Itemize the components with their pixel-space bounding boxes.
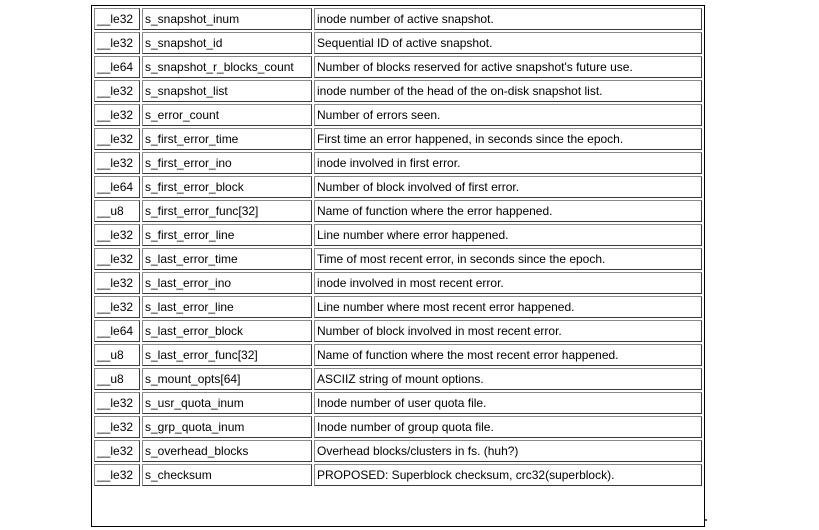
field-description-cell: Number of blocks reserved for active snapshot's future use. [314, 56, 702, 78]
field-description-cell: Sequential ID of active snapshot. [314, 32, 702, 54]
field-description-cell: Number of block involved in most recent error. [314, 320, 702, 342]
field-name-cell: s_last_error_time [142, 248, 312, 270]
field-name-cell: s_snapshot_inum [142, 8, 312, 30]
field-type-cell: __le64 [94, 56, 140, 78]
field-description-cell: First time an error happened, in seconds since the epoch. [314, 128, 702, 150]
field-description-cell: Inode number of group quota file. [314, 416, 702, 438]
table-row [94, 32, 702, 54]
field-type-cell: __le32 [94, 296, 140, 318]
field-description-cell: Line number where error happened. [314, 224, 702, 246]
field-description-cell: Inode number of user quota file. [314, 392, 702, 414]
superblock-field-table [92, 6, 704, 488]
field-name-cell: s_last_error_line [142, 296, 312, 318]
field-type-cell: __u8 [94, 200, 140, 222]
field-name-cell: s_last_error_func[32] [142, 344, 312, 366]
table-row [94, 320, 702, 342]
table-row [94, 200, 702, 222]
field-description-cell: PROPOSED: Superblock checksum, crc32(superblock). [314, 464, 702, 486]
field-name-cell: s_first_error_ino [142, 152, 312, 174]
field-name-cell: s_error_count [142, 104, 312, 126]
field-type-cell: __le32 [94, 104, 140, 126]
field-description-cell: inode involved in most recent error. [314, 272, 702, 294]
field-description-cell: Number of errors seen. [314, 104, 702, 126]
table-row [94, 128, 702, 150]
field-type-cell: __le32 [94, 272, 140, 294]
field-type-cell: __u8 [94, 368, 140, 390]
field-description-cell: ASCIIZ string of mount options. [314, 368, 702, 390]
field-name-cell: s_first_error_block [142, 176, 312, 198]
field-name-cell: s_mount_opts[64] [142, 368, 312, 390]
field-name-cell: s_first_error_line [142, 224, 312, 246]
field-type-cell: __le32 [94, 152, 140, 174]
field-name-cell: s_checksum [142, 464, 312, 486]
table-row [94, 416, 702, 438]
table-row [94, 152, 702, 174]
field-description-cell: Name of function where the most recent error happened. [314, 344, 702, 366]
field-type-cell: __le64 [94, 320, 140, 342]
field-type-cell: __le32 [94, 464, 140, 486]
table-row [94, 80, 702, 102]
field-name-cell: s_first_error_time [142, 128, 312, 150]
table-row [94, 296, 702, 318]
table-row [94, 392, 702, 414]
field-description-cell: Time of most recent error, in seconds since the epoch. [314, 248, 702, 270]
field-type-cell: __le32 [94, 440, 140, 462]
field-name-cell: s_last_error_block [142, 320, 312, 342]
table-row [94, 440, 702, 462]
superblock-field-table-frame [91, 5, 705, 527]
table-row [94, 344, 702, 366]
field-type-cell: __le32 [94, 32, 140, 54]
table-row [94, 464, 702, 486]
table-row [94, 56, 702, 78]
stray-mark [705, 519, 707, 521]
table-body [94, 8, 702, 486]
field-name-cell: s_snapshot_list [142, 80, 312, 102]
field-type-cell: __u8 [94, 344, 140, 366]
field-name-cell: s_last_error_ino [142, 272, 312, 294]
table-row [94, 176, 702, 198]
field-description-cell: Number of block involved of first error. [314, 176, 702, 198]
table-row [94, 272, 702, 294]
field-description-cell: Line number where most recent error happened. [314, 296, 702, 318]
field-description-cell: inode number of the head of the on-disk snapshot list. [314, 80, 702, 102]
table-row [94, 368, 702, 390]
field-type-cell: __le32 [94, 8, 140, 30]
field-type-cell: __le32 [94, 392, 140, 414]
table-row [94, 8, 702, 30]
field-description-cell: Name of function where the error happened. [314, 200, 702, 222]
table-row [94, 104, 702, 126]
field-type-cell: __le32 [94, 416, 140, 438]
field-name-cell: s_usr_quota_inum [142, 392, 312, 414]
field-description-cell: inode involved in first error. [314, 152, 702, 174]
table-row [94, 224, 702, 246]
field-description-cell: inode number of active snapshot. [314, 8, 702, 30]
field-description-cell: Overhead blocks/clusters in fs. (huh?) [314, 440, 702, 462]
field-name-cell: s_snapshot_id [142, 32, 312, 54]
field-name-cell: s_first_error_func[32] [142, 200, 312, 222]
field-name-cell: s_grp_quota_inum [142, 416, 312, 438]
field-type-cell: __le64 [94, 176, 140, 198]
field-type-cell: __le32 [94, 224, 140, 246]
field-name-cell: s_overhead_blocks [142, 440, 312, 462]
field-name-cell: s_snapshot_r_blocks_count [142, 56, 312, 78]
field-type-cell: __le32 [94, 248, 140, 270]
field-type-cell: __le32 [94, 128, 140, 150]
field-type-cell: __le32 [94, 80, 140, 102]
table-row [94, 248, 702, 270]
